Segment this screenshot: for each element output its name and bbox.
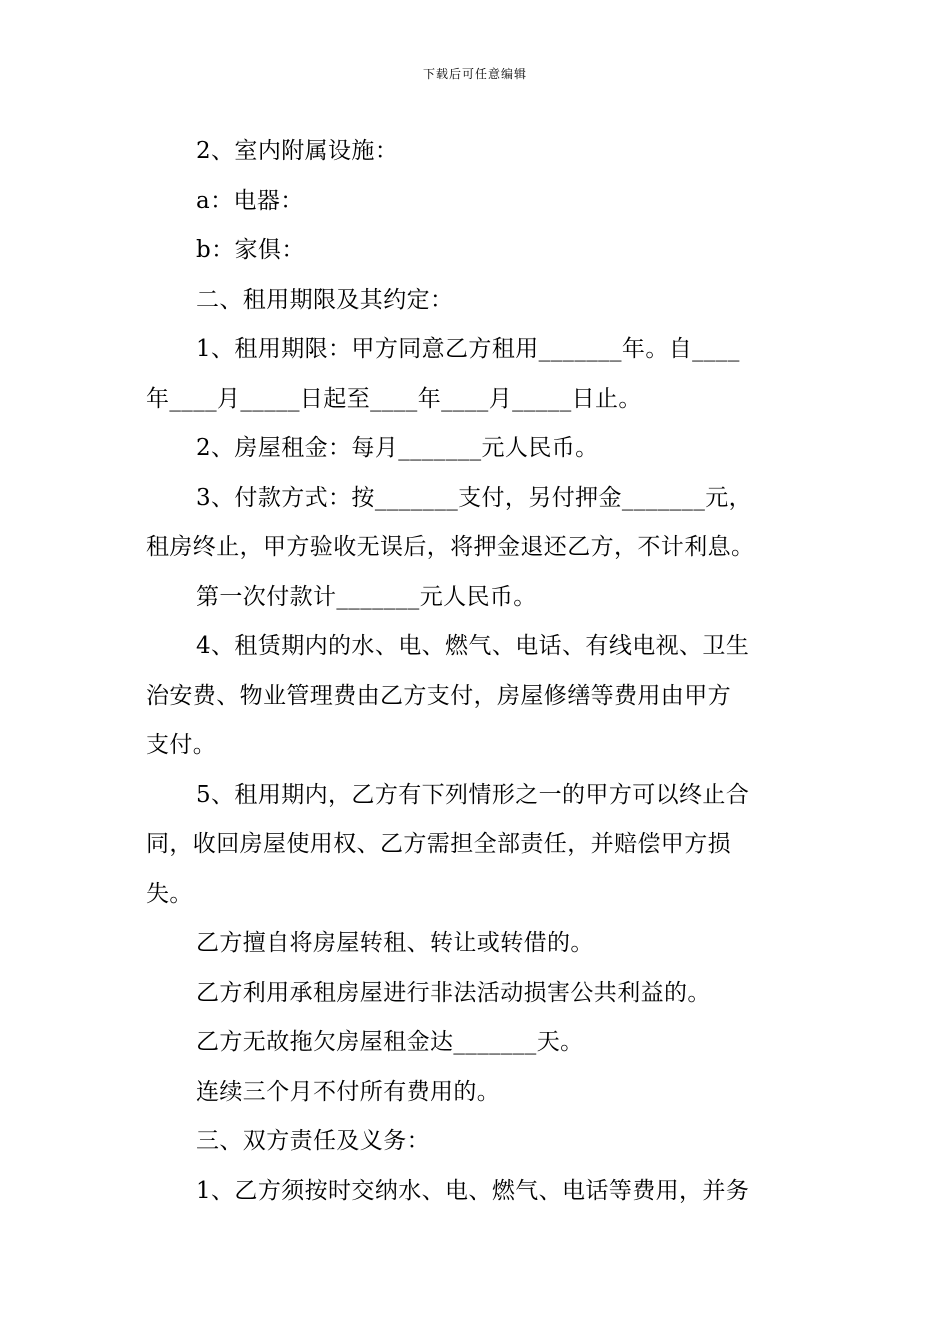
clause-1-lease-term: 1、租用期限：甲方同意乙方租用_______年。自____ [196, 336, 740, 362]
clause-5-termination-end: 失。 [146, 880, 193, 907]
termination-case-sublet: 乙方擅自将房屋转租、转让或转借的。 [196, 930, 594, 956]
page-header-note: 下载后可任意编辑 [422, 67, 527, 81]
facilities-furniture: b：家俱： [196, 237, 305, 263]
document-body [146, 127, 816, 1216]
section-3-heading: 三、双方责任及义务： [196, 1128, 430, 1154]
clause-4-utilities-cont: 治安费、物业管理费由乙方支付，房屋修缮等费用由甲方 [146, 682, 731, 709]
termination-case-arrears: 乙方无故拖欠房屋租金达_______天。 [196, 1029, 584, 1055]
first-payment: 第一次付款计_______元人民币。 [196, 583, 537, 610]
clause-2-rent: 2、房屋租金：每月_______元人民币。 [196, 435, 599, 461]
facilities-appliances: a：电器： [196, 187, 304, 214]
clause-5-termination-cont: 同，收回房屋使用权、乙方需担全部责任，并赔偿甲方损 [146, 831, 731, 857]
termination-case-unpaid: 连续三个月不付所有费用的。 [196, 1078, 501, 1105]
section-3-clause-1: 1、乙方须按时交纳水、电、燃气、电话等费用，并务 [196, 1177, 750, 1204]
clause-3-payment-cont: 租房终止，甲方验收无误后，将押金退还乙方，不计利息。 [146, 534, 755, 560]
section-2-heading: 二、租用期限及其约定： [196, 286, 454, 313]
clause-4-utilities: 4、租赁期内的水、电、燃气、电话、有线电视、卫生 [196, 633, 750, 659]
clause-1-lease-term-cont: 年____月_____日起至____年____月_____日止。 [146, 385, 642, 412]
clause-5-termination: 5、租用期内，乙方有下列情形之一的甲方可以终止合 [196, 781, 750, 808]
clause-4-utilities-end: 支付。 [146, 732, 217, 758]
clause-3-payment: 3、付款方式：按_______支付，另付押金_______元， [196, 484, 753, 511]
termination-case-illegal: 乙方利用承租房屋进行非法活动损害公共利益的。 [196, 979, 711, 1006]
clause-2-facilities: 2、室内附属设施： [196, 138, 399, 164]
